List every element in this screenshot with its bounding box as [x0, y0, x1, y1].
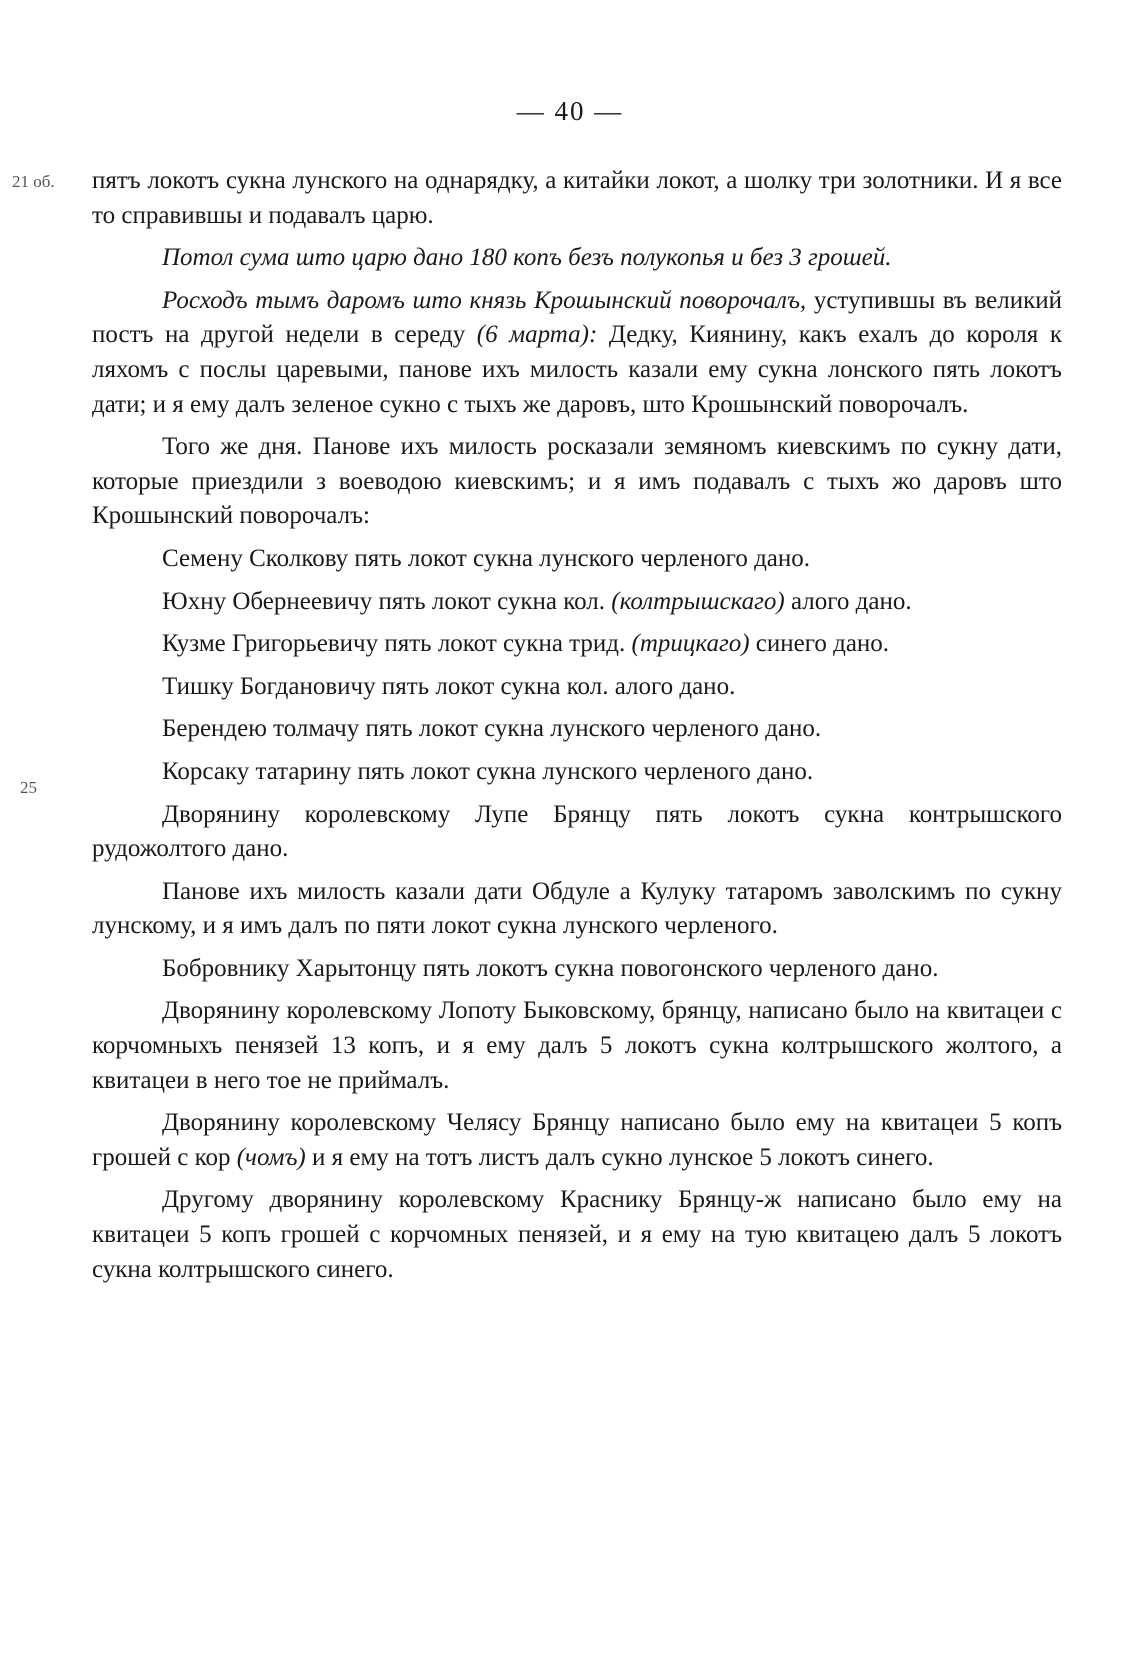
entry-yukhn-a: Юхну Обернеевичу пять локот сукна кол.: [162, 587, 612, 615]
paragraph-entry-kuzma: [92, 627, 1062, 662]
paragraph-entry-lupa: Дворянину королевскому Лупе Брянцу пять локотъ сукна контрышского рудожолтого дано.: [92, 800, 1062, 863]
entry-chelyas-c: и я ему на тотъ листъ далъ сукно лунское 5 локотъ синего.: [305, 1143, 934, 1171]
entry-kuzma-b: (трицкаго): [631, 630, 750, 658]
paragraph-entry-yukhn: [92, 585, 1062, 620]
paragraph-expense-heading: [92, 284, 1062, 422]
paragraph-entry-krasnik: Другому дворянину королевскому Краснику Брянцу-ж написано было ему на квитацеи 5 копъ грошей с корчомных пенязей, и я ему на тую квитацею далъ 5 локотъ сукна колтрышского синего.: [92, 1186, 1062, 1283]
paragraph-entry-lopot: Дворянину королевскому Лопоту Быковскому, брянцу, написано было на квитацеи с корчомныхъ пенязей 13 копъ, и я ему далъ 5 локотъ сукна колтрышского жолтого, а квитацеи в него тое не приймалъ.: [92, 997, 1062, 1094]
expense-heading-lead: Росходъ тымъ даромъ што князь Крошынский поворочалъ,: [162, 286, 807, 314]
paragraph-1: пятъ локотъ сукна лунского на однарядку, а китайки локот, а шолку три золотники. И я все то справившы и подавалъ царю.: [92, 167, 1062, 229]
entry-chelyas-b: (чомъ): [236, 1143, 306, 1171]
entry-yukhn-b: (колтрышскаго): [611, 587, 785, 615]
expense-heading-date: (6 марта):: [476, 321, 598, 349]
paragraph-entry-chelyas: [92, 1106, 1062, 1175]
paragraph-entry-berendey: Берендею толмачу пять локот сукна лунского черленого дано.: [162, 715, 822, 743]
entry-yukhn-c: алого дано.: [784, 587, 912, 615]
page-number: — 40 —: [516, 96, 624, 126]
expense-heading-text-b: Дедку, Киянину, какъ ехалъ до короля к ляхомъ с послы царевыми, панове ихъ милость казали ему сукна лонского пять локотъ дати; и я ему далъ зеленое сукно с тыхъ же даровъ, што Крошынский поворочалъ.: [92, 321, 1062, 418]
paragraph-entry-bobrovnik: Бобровнику Харытонцу пять локотъ сукна повогонского черленого дано.: [162, 954, 939, 982]
paragraph-entry-korsak: Корсаку татарину пять локот сукна лунского черленого дано.: [162, 757, 814, 785]
paragraph-entry-obdula: Панове ихъ милость казали дати Обдуле а Кулуку татаромъ заволскимъ по сукну лунскому, и я имъ далъ по пяти локот сукна лунского черленого.: [92, 877, 1062, 940]
entry-chelyas-a: Дворянину королевскому Челясу Брянцу написано было ему на квитацеи 5 копъ грошей с кор: [92, 1109, 1062, 1171]
entry-kuzma-a: Кузме Григорьевичу пять локот сукна трид.: [162, 630, 632, 658]
entry-kuzma-c: синего дано.: [749, 630, 890, 658]
body-text: [92, 164, 1062, 1295]
paragraph-sum: Потол сума што царю дано 180 копъ безъ полукопья и без 3 грошей.: [162, 244, 892, 272]
paragraph-entry-tishko: Тишку Богдановичу пять локот сукна кол. алого дано.: [162, 672, 736, 700]
paragraph-entry-semen: Семену Сколкову пять локот сукна лунского черленого дано.: [162, 544, 811, 572]
margin-note-line: 25: [20, 778, 37, 797]
paragraph-same-day: Того же дня. Панове ихъ милость росказали земяномъ киевскимъ по сукну дати, которые приездили з воеводою киевскимъ; и я имъ подавалъ с тыхъ жо даровъ што Крошынский поворочалъ:: [92, 433, 1062, 530]
margin-note-folio: 21 об.: [12, 172, 55, 191]
expense-heading-text-a: уступившы въ великий постъ на другой недели в середу: [92, 286, 1062, 349]
